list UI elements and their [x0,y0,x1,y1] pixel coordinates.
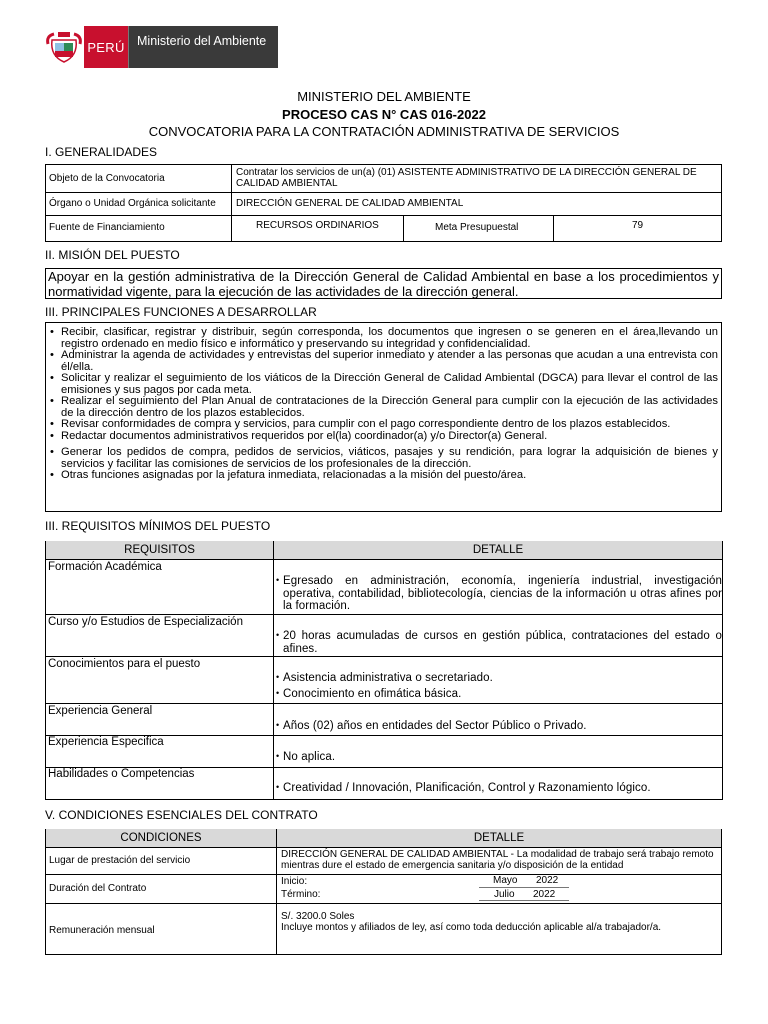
section-heading-mision: II. MISIÓN DEL PUESTO [45,248,180,262]
requisito-label-conocimientos: Conocimientos para el puesto [48,658,201,670]
requisito-detail-experiencia-especifica: • No aplica. [276,751,336,763]
section-heading-requisitos: III. REQUISITOS MÍNIMOS DEL PUESTO [45,519,271,533]
condicion-remuneracion-nota: Incluye montos y afiliados de ley, así como toda deducción aplicable al/a trabajador/a. [281,922,662,933]
requisito-label-experiencia-especifica: Experiencia Especifica [48,736,164,748]
section-heading-funciones: III. PRINCIPALES FUNCIONES A DESARROLLAR [45,305,317,319]
funcion-item: • Generar los pedidos de compra, pedidos de servicios, viáticos, pasajes y su rendición, para lograr la adquisición de bienes y servicios y facilitar las comisiones de servicios de los profesionales de la dirección. [50,446,718,470]
requisitos-header-col2: DETALLE [274,541,722,559]
funcion-item: • Revisar conformidades de compra y servicios, para cumplir con el pago correspondiente dentro de los plazos establecidos. [50,418,671,430]
logo-ministry-text: Ministerio del Ambiente [128,26,278,68]
document-title-process: PROCESO CAS N° CAS 016-2022 [282,107,486,122]
condicion-label-lugar: Lugar de prestación del servicio [49,855,191,866]
document-title-convocatoria: CONVOCATORIA PARA LA CONTRATACIÓN ADMINISTRATIVA DE SERVICIOS [148,124,620,139]
condicion-inicio-mes: Mayo [493,875,518,886]
condiciones-header-col1: CONDICIONES [46,829,276,847]
condicion-value-lugar: DIRECCIÓN GENERAL DE CALIDAD AMBIENTAL - La modalidad de trabajo será trabajo remoto mientras dure el estado de emergencia sanitaria y/o disposición de la entidad [281,849,714,871]
funciones-list [50,327,718,482]
funcion-item: • Redactar documentos administrativos requeridos por el(la) coordinador(a) y/o Director(a) General. [50,429,548,442]
funcion-item: • Recibir, clasificar, registrar y distribuir, según corresponda, los documentos que ingresen o se generen en el área,llevando un registro ordenado en medio físico e informático y preservando su integridad y confidencialidad. [50,326,718,350]
requisito-detail-curso: • 20 horas acumuladas de cursos en gestión pública, contrataciones del estado o afines. [276,630,722,655]
generalidades-label-objeto: Objeto de la Convocatoria [49,173,165,184]
funcion-item: • Solicitar y realizar el seguimiento de los viáticos de la Dirección General de Calidad Ambiental (DGCA) para llevar el control de las emisiones y sus pagos por cada meta. [50,372,718,396]
requisitos-header-col1: REQUISITOS [46,541,273,559]
generalidades-label-organo: Órgano o Unidad Orgánica solicitante [49,198,216,209]
requisito-label-formacion: Formación Académica [48,561,162,573]
coat-of-arms-icon [44,26,84,68]
condicion-inicio-anio: 2022 [536,875,559,886]
funcion-item: • Realizar el seguimiento del Plan Anual de contrataciones de la Dirección General para cumplir con la ejecución de las actividades de la dirección dentro de los plazos establecidos. [50,395,718,419]
requisito-detail-habilidades: • Creatividad / Innovación, Planificación, Control y Razonamiento lógico. [276,782,651,794]
condicion-termino-mes: Julio [494,889,515,900]
ministry-logo [44,26,278,68]
requisito-detail-conocimientos: • Asistencia administrativa o secretariado. • Conocimiento en ofimática básica. [276,672,493,700]
condiciones-header-col2: DETALLE [277,829,721,847]
generalidades-value-fuente: RECURSOS ORDINARIOS [256,220,379,231]
logo-country-text: PERÚ [84,26,128,68]
section-heading-condiciones: V. CONDICIONES ESENCIALES DEL CONTRATO [45,808,318,822]
condicion-label-duracion: Duración del Contrato [49,883,147,894]
requisito-label-curso: Curso y/o Estudios de Especialización [48,616,243,628]
generalidades-label-fuente: Fuente de Financiamiento [49,222,165,233]
condicion-remuneracion-monto: S/. 3200.0 Soles [281,911,355,922]
condicion-inicio-label: Inicio: [281,876,308,887]
mision-text: Apoyar en la gestión administrativa de la Dirección General de Calidad Ambiental en base a los procedimientos y normatividad vigente, para la ejecución de las actividades de la dirección general. [45,268,722,299]
section-heading-generalidades: I. GENERALIDADES [45,145,158,159]
condicion-termino-label: Término: [281,889,321,900]
generalidades-value-organo: DIRECCIÓN GENERAL DE CALIDAD AMBIENTAL [236,198,464,209]
funcion-item: • Administrar la agenda de actividades y entrevistas del superior inmediato y atender a las personas que acudan a una entrevista con él/ella. [50,349,718,373]
generalidades-label-meta: Meta Presupuestal [435,222,519,233]
document-title-ministry: MINISTERIO DEL AMBIENTE [297,89,471,104]
generalidades-value-meta: 79 [632,220,644,231]
condicion-label-remuneracion: Remuneración mensual [49,925,155,936]
requisito-label-habilidades: Habilidades o Competencias [48,768,195,780]
requisito-label-experiencia-general: Experiencia General [48,705,153,717]
condicion-termino-anio: 2022 [533,889,556,900]
funcion-item: • Otras funciones asignadas por la jefatura inmediata, relacionadas a la misión del puesto/área. [50,469,527,481]
requisito-detail-formacion: • Egresado en administración, economía, ingeniería industrial, investigación operativa, contabilidad, bibliotecología, ciencias de la información u otras afines por la formación. [276,575,722,612]
requisito-detail-experiencia-general: • Años (02) años en entidades del Sector Público o Privado. [276,720,587,732]
generalidades-value-objeto: Contratar los servicios de un(a) (01) ASISTENTE ADMINISTRATIVO DE LA DIRECCIÓN GENERAL DE CALIDAD AMBIENTAL [236,167,697,189]
